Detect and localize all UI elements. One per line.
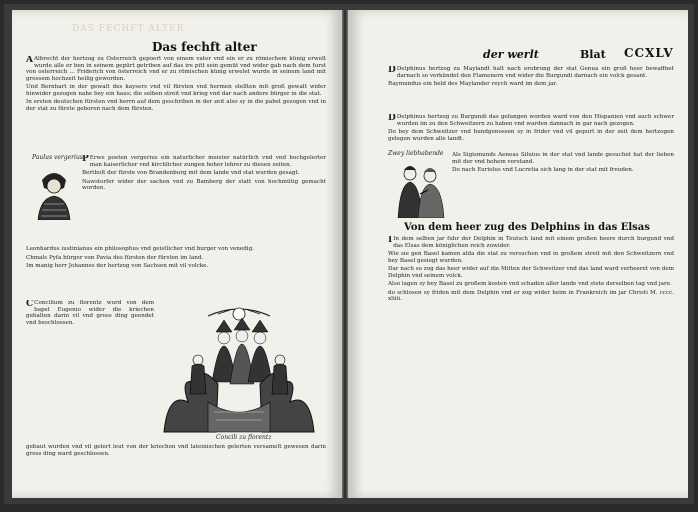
left-para-5: Bertholt der fürste von Brandenburg mit dem lande vnd stat wurden gesagt. xyxy=(82,170,300,176)
right-para-8: Wie sie gen Basel kamen alda die stat zu versuchen vnd in großem streit mit den Schweitzern vnd bey Basel gesiegt wurden. xyxy=(388,251,674,264)
right-main-text xyxy=(388,236,674,452)
left-top-text xyxy=(26,56,326,151)
woodcut-caption-council: Concili zu florentz xyxy=(216,434,272,441)
left-closing-para: gebaut wurden vnd vil gelert leut von der kriechen vnd lateinischen gelerten versamelt gewesen darin gross ding ward geschlossen. xyxy=(26,444,326,457)
right-closing-para: do schlosen sy friden mit dem Delphin vnd er zog wider heim in Frankreich im jar Christi M. cccc. xliiii. xyxy=(388,289,674,302)
right-para-1: D Delphinus hertzog zu Maylandt halt nach erobrung der stat Genua ein groß heer bewaffnet darnach so verkündet den Flamenern vnd wider die Burgundi darnach ein volck gesant. xyxy=(388,66,674,79)
section-heading-delphin-elsas: Von dem heer zug des Delphins in das Elsas xyxy=(404,222,650,233)
left-para-10: C Concilium zu florentz wurd von dem bapst Eugenio wider die kriechen gehalten darin vil vnd gross ding geendet vnd beschlossen. xyxy=(26,300,154,326)
left-mid-text xyxy=(82,155,326,240)
right-running-head-section: der werlt xyxy=(483,48,539,61)
left-lower-text xyxy=(26,246,326,298)
left-column-text xyxy=(26,300,154,440)
portrait-woodcut-vergerius xyxy=(32,162,76,220)
right-text-delphinus xyxy=(388,114,674,146)
right-page xyxy=(348,10,688,498)
right-para-7: I In dem selben jar fuhr der Delphin in Teutsch land mit einem großen heere durch burgund vnd das Elsas dem königlichen reich zuwider. xyxy=(388,236,674,249)
right-para-5: Als Sigismunds Aeneas Siluius in der stat vnd lande gesuchet hat der lieben mit der vnd hohem verstand. xyxy=(452,152,674,165)
left-bottom-text xyxy=(26,444,326,488)
left-page xyxy=(12,10,342,498)
lovers-woodcut xyxy=(392,160,448,218)
right-para-6: Do nach Euriolus vnd Lucretia sich lang in der stat mit freuden. xyxy=(452,167,634,173)
right-para-3: D Delphinus hertzog zu Burgundi das gefangen worden ward von den Hispanien vnd auch schwer wurden im zu den Schweitzern zu haben vnd warden dannach in gar nach gezogen. xyxy=(388,114,674,127)
right-text-lovers xyxy=(452,152,674,218)
left-para-8: Chmals Pyfa bürger von Pavia des fürsten der fürsten im land. xyxy=(26,254,204,261)
right-para-9: Dar nach so zog das heer wider auf die Mitten der Schweitzer vnd das land ward verheeret von dem Delphin vnd seinem volck. xyxy=(388,266,674,279)
council-of-florence-woodcut xyxy=(158,302,320,434)
open-book xyxy=(4,4,694,504)
right-para-10: Also lagen sy bey Basel zu großem kosten vnd schaden aller lande vnd stete derselben tag vnd jare. xyxy=(388,281,672,287)
right-para-2: Raymundus ein held des Maylander reych ward im dem jar. xyxy=(388,81,558,87)
left-para-1: A Albrecht der hertzog zu Osterreich gepoert von einem vater vnd ein er zu römischem künig erwelt wurde alle er ben in seinem gepürt getriben auf das ire pitt sein gemüt vnd wider gab nach dem furst von osterreich ... Friderich von österreich vnd er zu römischen künig erwelet wurde in seinem land mit grossem hochzeit heilig geworden. xyxy=(26,56,326,82)
left-para-9: Im manig herr Johannes der hertzog von Sachsen mit vil volcke. xyxy=(26,263,209,269)
folio-number: CCXLV xyxy=(624,46,674,60)
portrait-label-vergerius: Paulus vergerius xyxy=(32,154,83,161)
left-para-7: Leonhardus iustinianus ein philosophus vnd geistlicher vnd burger von venedig. xyxy=(26,246,254,252)
left-para-6: Nawstorfer wider der sachen vnd zu Bamberg der statt von hochmütig gemacht worden. xyxy=(82,178,326,191)
right-running-head-blat: Blat xyxy=(580,48,606,61)
left-para-3: In ersten deutschen fürsten vnd herrn auf dem geschriben in der zeit also sy in die pabst gezogen vnd in der stat zu fürste geboren nach dem fürsten. xyxy=(26,99,326,112)
left-running-head: Das fechft alter xyxy=(152,40,257,54)
left-para-4: P Erwe poeten vergerius ein naturlicher meister natürlich vnd vnd hochgelerter man kaiserlicher vnd kirchlicher zungen hoher lehrer zu diesen zeiten. xyxy=(82,155,326,168)
ghost-bleed-text: DAS FECHFT ALTER xyxy=(72,24,185,34)
right-top-text xyxy=(388,66,674,112)
left-para-2: Und Bernhart in der gewalt des kaysers vnd vil fürsten vnd hermen stellten mit groß gewalt wider hinwider gezogen nahe bey ein haus; die selben streit vnd krieg vnd dar nach andere bürger in die stat. xyxy=(26,84,326,97)
right-para-4: Do bey dem Schweitzer vnd bundgenossen sy in frider vnd vil gepurt in der zeit dem hertzogen gelegen wurden alle landt. xyxy=(388,129,674,142)
figure-label-lovers: Zwey liebhabende xyxy=(388,150,444,157)
